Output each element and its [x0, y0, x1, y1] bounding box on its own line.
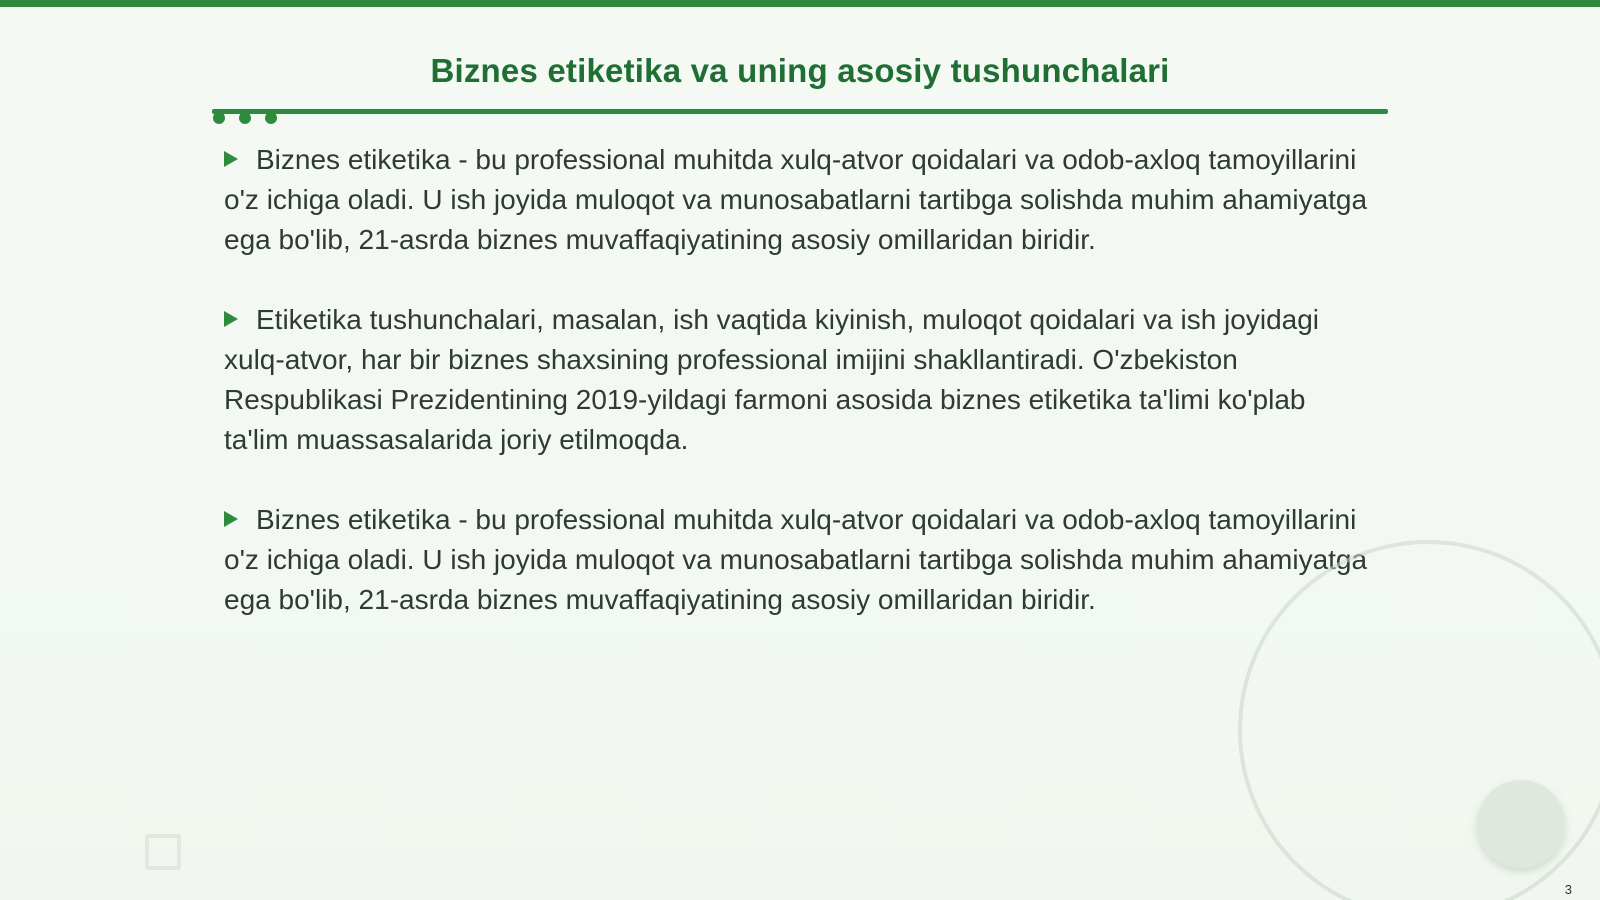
decorative-square [145, 834, 181, 870]
bullet-item [224, 140, 1374, 260]
decorative-dot [213, 112, 225, 124]
decorative-circle [1477, 780, 1565, 868]
decorative-dot [265, 112, 277, 124]
page-number: 3 [1564, 882, 1572, 897]
triangle-bullet-icon [224, 311, 238, 327]
bullet-item [224, 300, 1374, 460]
triangle-bullet-icon [224, 511, 238, 527]
slide-title: Biznes etiketika va uning asosiy tushunchalari [430, 52, 1170, 89]
title-underline [212, 109, 1388, 114]
bullet-text: Biznes etiketika - bu professional muhitda xulq-atvor qoidalari va odob-axloq tamoyillarini o'z ichiga oladi. U ish joyida muloqot va munosabatlarni tartibga solishda muhim ahamiyatga ega bo'lib, 21-asrda biznes muvaffaqiyatining asosiy omillaridan biridir. [224, 504, 1368, 615]
bullet-item [224, 500, 1374, 620]
top-accent-bar [0, 0, 1600, 7]
bullet-text: Etiketika tushunchalari, masalan, ish vaqtida kiyinish, muloqot qoidalari va ish joyidagi xulq-atvor, har bir biznes shaxsining professional imijini shakllantiradi. O'zbekiston Respublikasi Prezidentining 2019-yildagi farmoni asosida biznes etiketika ta'limi ko'plab ta'lim muassasalarida joriy etilmoqda. [224, 304, 1320, 455]
bullet-text: Biznes etiketika - bu professional muhitda xulq-atvor qoidalari va odob-axloq tamoyillarini o'z ichiga oladi. U ish joyida muloqot va munosabatlarni tartibga solishda muhim ahamiyatga ega bo'lib, 21-asrda biznes muvaffaqiyatining asosiy omillaridan biridir. [224, 144, 1368, 255]
triangle-bullet-icon [224, 151, 238, 167]
bullet-list [224, 140, 1374, 660]
decorative-dot [239, 112, 251, 124]
